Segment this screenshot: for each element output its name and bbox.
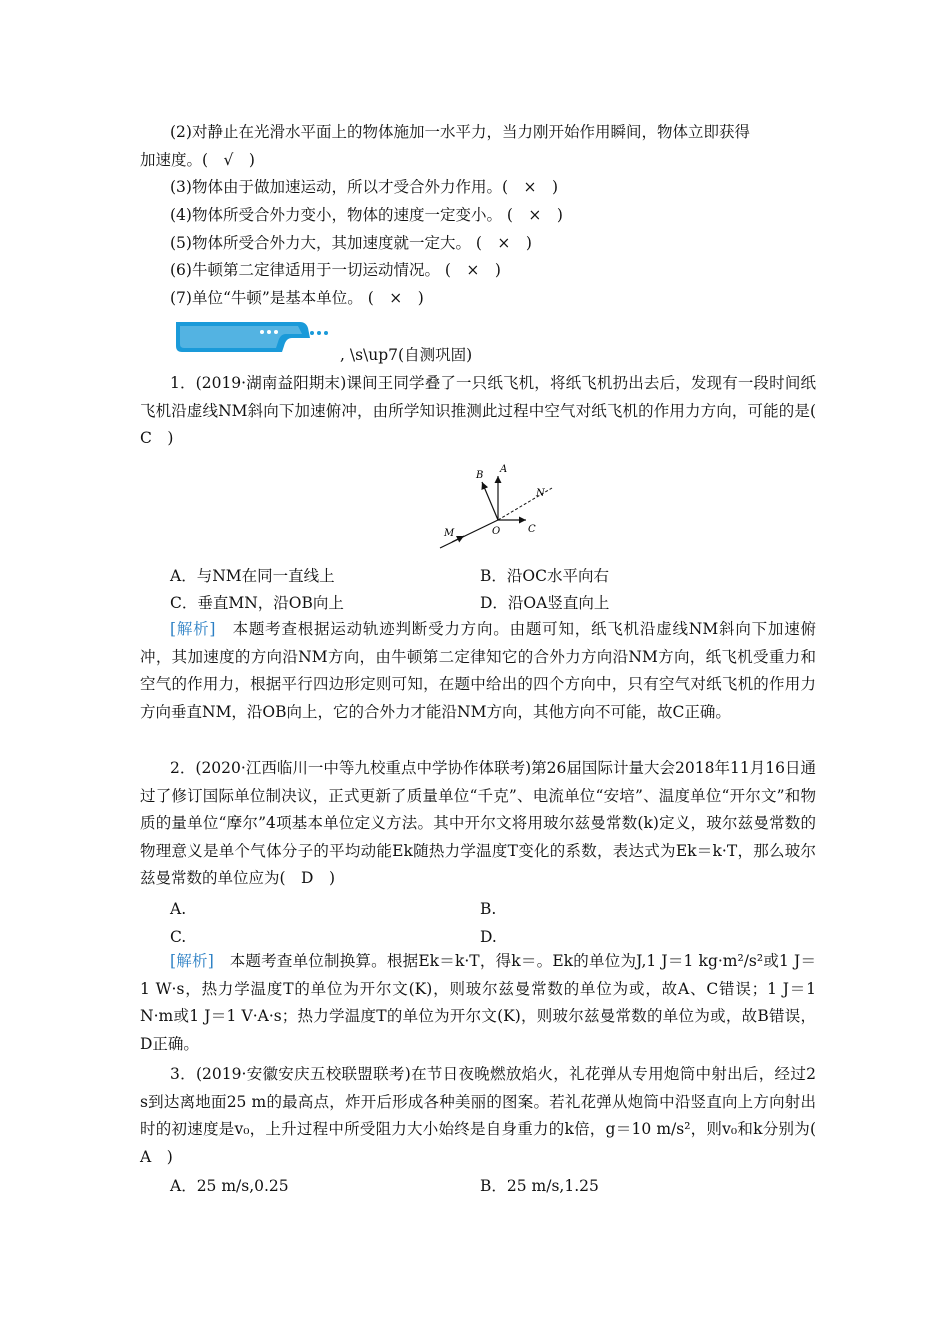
judge-item-5: (5)物体所受合外力大，其加速度就一定大。 ( × ) — [170, 234, 532, 252]
q1-analysis — [140, 616, 816, 726]
q2-stem: 2．(2020·江西临川一中等九校重点中学协作体联考)第26届国际计量大会2018年11月16日通过了修订国际单位制决议，正式更新了质量单位“千克”、电流单位“安培”、温度单位“开尔文”和物质的量单位“摩尔”4项基本单位定义方法。其中开尔文将用玻尔兹曼常数(k)定义，玻尔兹曼常数的物理意义是单个气体分子的平均动能Ek随热力学温度T变化的系数，表达式为Ek＝k·T，那么玻尔兹曼常数的单位应为( D ) — [140, 759, 816, 888]
analysis-tag: [解析] — [170, 952, 214, 970]
judge-item-2: (2)对静止在光滑水平面上的物体施加一水平力，当力刚开始作用瞬间，物体立即获得 — [170, 123, 750, 141]
q1-option-d: D．沿OA竖直向上 — [480, 594, 610, 612]
judge-item-3: (3)物体由于做加速运动，所以才受合外力作用。( × ) — [170, 178, 559, 196]
q3-option-a: A．25 m/s,0.25 — [170, 1177, 289, 1195]
q1-option-b: B．沿OC水平向右 — [480, 567, 609, 585]
analysis-tag: [解析] — [170, 620, 216, 638]
label-a: A — [500, 464, 508, 475]
q2-option-a: A. — [170, 900, 187, 918]
label-m: M — [444, 528, 455, 539]
judge-item-4: (4)物体所受合外力变小，物体的速度一定变小。 ( × ) — [170, 206, 563, 224]
judge-item-2-cont: 加速度。( √ ) — [140, 151, 255, 169]
q2-option-d: D. — [480, 928, 497, 946]
section-banner — [172, 318, 342, 358]
label-n: N — [536, 488, 545, 499]
q2-analysis — [140, 948, 816, 1058]
q1-option-c: C．垂直MN，沿OB向上 — [170, 594, 344, 612]
arrow-ob — [482, 482, 498, 520]
q2-option-c: C. — [170, 928, 187, 946]
q1-figure — [430, 460, 560, 552]
section-banner-graphic — [172, 318, 342, 354]
judge-item-6: (6)牛顿第二定律适用于一切运动情况。 ( × ) — [170, 261, 501, 279]
q1-option-a: A．与NM在同一直线上 — [170, 567, 335, 585]
section-label: , \s\up7(自测巩固) — [340, 346, 473, 364]
label-o: O — [492, 526, 501, 537]
q3-stem: 3．(2019·安徽安庆五校联盟联考)在节日夜晚燃放焰火，礼花弹从专用炮筒中射出后，经过2 s到达离地面25 m的最高点，炸开后形成各种美丽的图案。若礼花弹从炮筒中沿竖直向上方向射出时的初速度是v₀，上升过程中所受阻力大小始终是自身重力的k倍，g＝10 m/s²，则v₀和k分别为( A ) — [140, 1065, 832, 1166]
q1-stem: 1．(2019·湖南益阳期末)课间王同学叠了一只纸飞机，将纸飞机扔出去后，发现有一段时间纸飞机沿虚线NM斜向下加速俯冲，由所学知识推测此过程中空气对纸飞机的作用力方向，可能的是( C ) — [140, 374, 832, 448]
q2-option-b: B. — [480, 900, 497, 918]
q2-analysis-text: 本题考查单位制换算。根据Ek＝k·T，得k＝。Ek的单位为J,1 J＝1 kg·m²/s²或1 J＝1 W·s，热力学温度T的单位为开尔文(K)，则玻尔兹曼常数的单位为或，故A、C错误；1 J＝1 N·m或1 J＝1 V·A·s；热力学温度T的单位为开尔文(K)，则玻尔兹曼常数的单位为或，故B错误，D正确。 — [140, 952, 816, 1053]
label-c: C — [528, 524, 536, 535]
judge-item-7: (7)单位“牛顿”是基本单位。 ( × ) — [170, 289, 424, 307]
q1-analysis-text: 本题考查根据运动轨迹判断受力方向。由题可知，纸飞机沿虚线NM斜向下加速俯冲，其加速度的方向沿NM方向，由牛顿第二定律知它的合外力方向沿NM方向，纸飞机受重力和空气的作用力，根据平行四边形定则可知，在题中给出的四个方向中，只有空气对纸飞机的作用力方向垂直NM，沿OB向上，它的合外力才能沿NM方向，其他方向不可能，故C正确。 — [140, 620, 816, 721]
q3-option-b: B．25 m/s,1.25 — [480, 1177, 599, 1195]
label-b: B — [476, 470, 484, 481]
